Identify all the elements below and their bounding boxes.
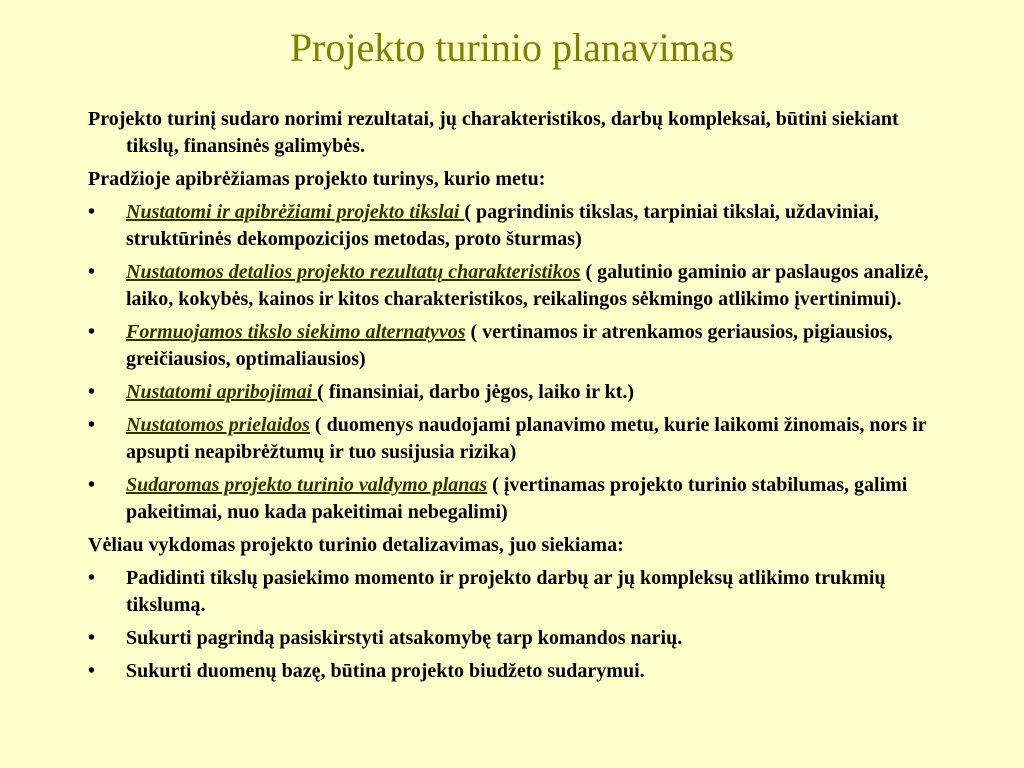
intro-paragraph: Projekto turinį sudaro norimi rezultatai, jų charakteristikos, darbų kompleksai, būtini siekiant tikslų, finansinės galimybės.: [88, 108, 899, 157]
item-lead: Nustatomos detalios projekto rezultatų charakteristikos: [126, 261, 581, 283]
item-text: Sukurti pagrindą pasiskirstyti atsakomybę tarp komandos narių.: [126, 627, 683, 649]
list-item: [88, 658, 938, 685]
list-item: [88, 625, 938, 652]
item-text: Sukurti duomenų bazę, būtina projekto biudžeto sudarymui.: [126, 660, 645, 682]
bullet-icon: •: [88, 660, 96, 682]
section1-heading: Pradžioje apibrėžiamas projekto turinys, kurio metu:: [88, 168, 546, 190]
item-desc: ( įvertinamas projekto turinio stabilumas, galimi pakeitimai, nuo kada pakeitimai nebegalimi): [126, 474, 908, 523]
list-item: [88, 199, 938, 253]
item-desc: ( vertinamos ir atrenkamos geriausios, pigiausios, greičiausios, optimaliausios): [126, 321, 893, 370]
bullet-icon: •: [88, 474, 96, 496]
item-desc: ( duomenys naudojami planavimo metu, kurie laikomi žinomais, nors ir apsupti neapibrėžtumų ir tuo susijusia rizika): [126, 414, 927, 463]
item-lead: Formuojamos tikslo siekimo alternatyvos: [126, 321, 466, 343]
item-desc: ( pagrindinis tikslas, tarpiniai tikslai, uždaviniai, struktūrinės dekompozicijos metodas, proto šturmas): [126, 201, 879, 250]
list-item: [88, 379, 938, 406]
list-item: [88, 472, 938, 526]
list-item: [88, 412, 938, 466]
slide-title: Projekto turinio planavimas: [289, 25, 735, 70]
list-item: [88, 259, 938, 313]
bullet-icon: •: [88, 414, 96, 436]
slide-body: [88, 106, 938, 691]
item-lead: Nustatomos prielaidos: [126, 414, 310, 436]
bullet-icon: •: [88, 381, 96, 403]
list-item: [88, 565, 938, 619]
item-lead: Nustatomi ir apibrėžiami projekto tikslai: [126, 201, 465, 223]
item-lead: Sudaromas projekto turinio valdymo planas: [126, 474, 488, 496]
bullet-icon: •: [88, 261, 96, 283]
item-text: Padidinti tikslų pasiekimo momento ir projekto darbų ar jų kompleksų atlikimo trukmių tikslumą.: [126, 567, 886, 616]
bullet-icon: •: [88, 627, 96, 649]
bullet-icon: •: [88, 567, 96, 589]
section2-heading: Vėliau vykdomas projekto turinio detalizavimas, juo siekiama:: [88, 534, 624, 556]
bullet-icon: •: [88, 321, 96, 343]
item-lead: Nustatomi apribojimai: [126, 381, 318, 403]
item-desc: ( finansiniai, darbo jėgos, laiko ir kt.): [317, 381, 635, 403]
bullet-icon: •: [88, 201, 96, 223]
list-item: [88, 319, 938, 373]
item-desc: ( galutinio gaminio ar paslaugos analizė, laiko, kokybės, kainos ir kitos charakteristikos, reikalingos sėkmingo atlikimo įvertinimui).: [126, 261, 929, 310]
